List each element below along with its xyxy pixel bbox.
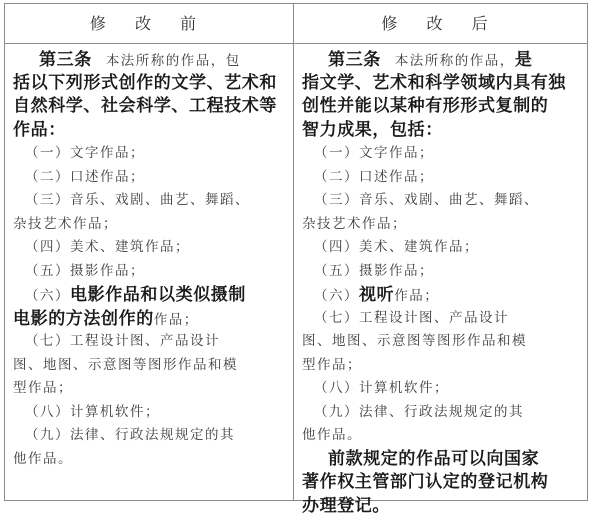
before-item: （八）计算机软件；	[13, 401, 288, 425]
after-item-6	[302, 283, 582, 307]
before-item6-bold: 电影作品和以类似摄制	[70, 285, 246, 305]
after-new-para-line: 著作权主管部门认定的登记机构	[302, 471, 582, 495]
comparison-table	[4, 3, 588, 501]
after-article-rest: 本法所称的作品，	[395, 53, 515, 69]
before-article-title: 第三条	[39, 50, 92, 70]
after-new-para-line: 办理登记。	[302, 495, 582, 518]
before-item6-line2-bold: 电影的方法创作的	[13, 309, 154, 329]
after-new-para-line: 前款规定的作品可以向国家	[302, 448, 582, 472]
after-item: （五）摄影作品；	[302, 260, 582, 284]
after-item6-rest: 作品；	[394, 288, 439, 304]
after-item: 型作品；	[302, 354, 582, 378]
before-item: （一）文字作品；	[13, 142, 288, 166]
header-before: 修 改 前	[5, 4, 293, 43]
after-article-line	[302, 48, 582, 72]
after-item: （二）口述作品；	[302, 166, 582, 190]
after-item6-prefix: （六）	[314, 288, 359, 304]
column-divider	[293, 4, 294, 500]
after-item: （九）法律、行政法规规定的其	[302, 401, 582, 425]
after-item: 杂技艺术作品；	[302, 213, 582, 237]
before-column	[13, 48, 288, 471]
header-after: 修 改 后	[294, 4, 587, 43]
before-text-line: 作品：	[13, 119, 288, 143]
before-item6-line2-rest: 作品；	[154, 312, 199, 328]
before-article-rest: 本法所称的作品，包	[106, 53, 241, 69]
before-text-line: 括以下列形式创作的文学、艺术和	[13, 72, 288, 96]
before-item: 他作品。	[13, 448, 288, 472]
after-item: （四）美术、建筑作品；	[302, 236, 582, 260]
after-text-line: 智力成果，包括：	[302, 119, 582, 143]
after-column	[302, 48, 582, 518]
after-item: 图、地图、示意图等图形作品和模	[302, 330, 582, 354]
after-item: （三）音乐、戏剧、曲艺、舞蹈、	[302, 189, 582, 213]
before-item-6	[13, 283, 288, 307]
before-item: （二）口述作品；	[13, 166, 288, 190]
header-divider	[5, 43, 587, 44]
after-item: （一）文字作品；	[302, 142, 582, 166]
after-text-line: 创性并能以某种有形形式复制的	[302, 95, 582, 119]
before-item: （四）美术、建筑作品；	[13, 236, 288, 260]
after-article-title: 第三条	[328, 50, 381, 70]
after-item: （八）计算机软件；	[302, 377, 582, 401]
before-item-6-cont	[13, 307, 288, 331]
before-item: （七）工程设计图、产品设计	[13, 330, 288, 354]
after-text-line: 指文学、艺术和科学领域内具有独	[302, 72, 582, 96]
after-item: （七）工程设计图、产品设计	[302, 307, 582, 331]
before-item: （九）法律、行政法规规定的其	[13, 424, 288, 448]
before-item: 型作品；	[13, 377, 288, 401]
before-item: 杂技艺术作品；	[13, 213, 288, 237]
after-article-rest-bold: 是	[515, 50, 533, 70]
before-item: 图、地图、示意图等图形作品和模	[13, 354, 288, 378]
before-text-line: 自然科学、社会科学、工程技术等	[13, 95, 288, 119]
before-item6-prefix: （六）	[25, 288, 70, 304]
before-item: （三）音乐、戏剧、曲艺、舞蹈、	[13, 189, 288, 213]
before-item: （五）摄影作品；	[13, 260, 288, 284]
after-item: 他作品。	[302, 424, 582, 448]
after-item6-bold: 视听	[359, 285, 394, 305]
before-article-line	[13, 48, 288, 72]
